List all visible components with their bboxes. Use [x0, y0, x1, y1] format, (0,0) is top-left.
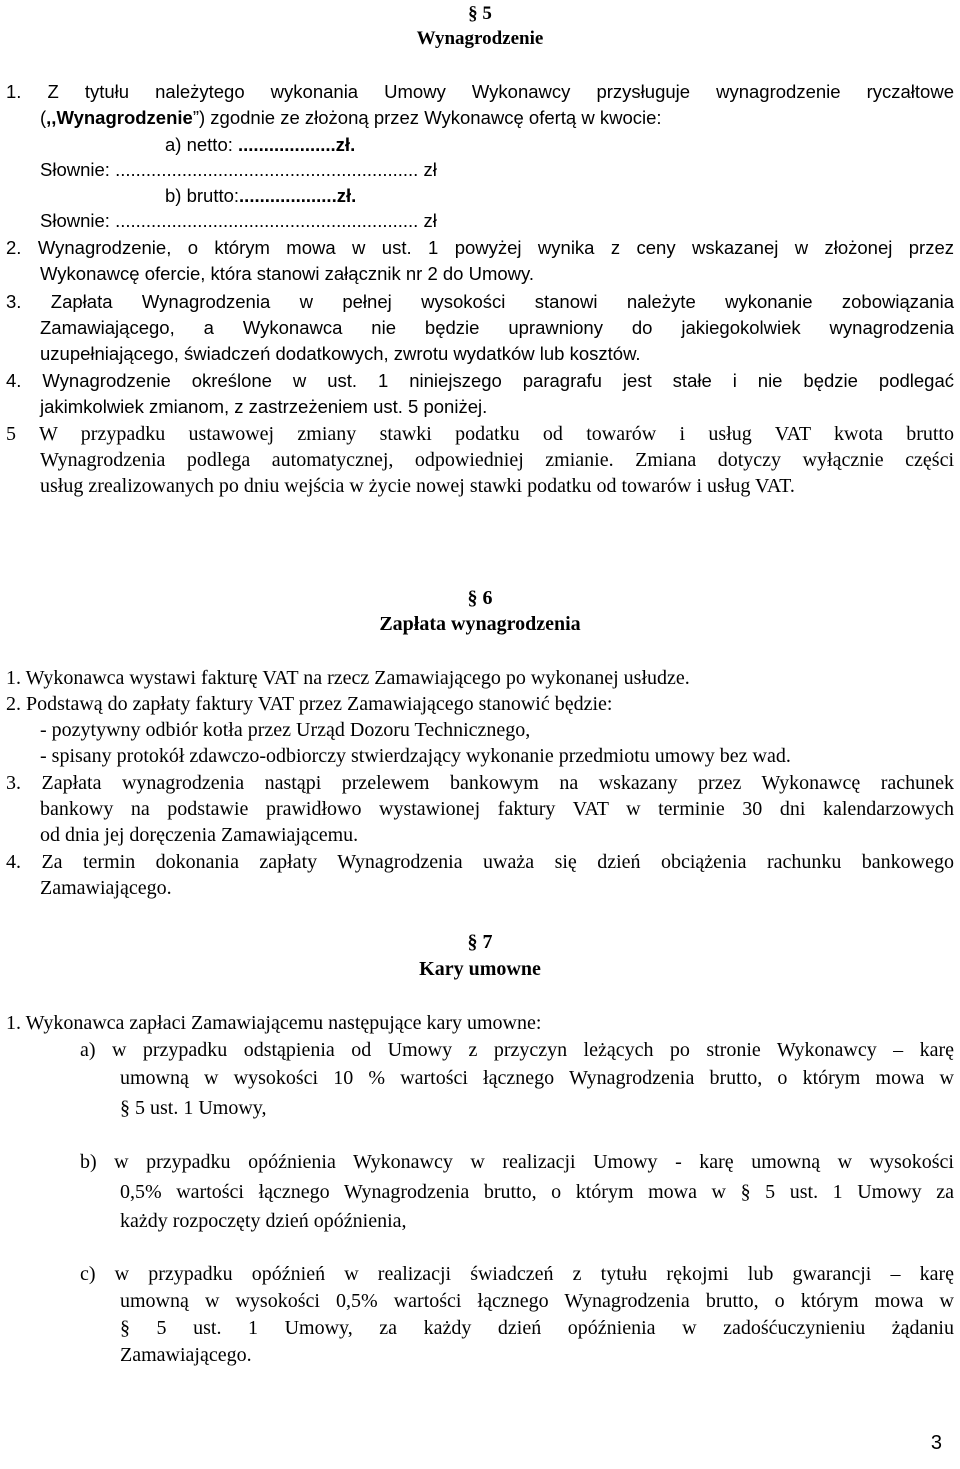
section-7-title: Kary umowne: [419, 958, 541, 980]
s7-a-line3: § 5 ust. 1 Umowy,: [120, 1097, 267, 1119]
s7-a-line2: umowną w wysokości 10 % wartości łącznego Wynagrodzenia brutto, o którym mowa w: [120, 1067, 954, 1089]
slownie-brutto: Słownie: ........................................................... zł: [40, 210, 437, 231]
s6-p2-item-a: - pozytywny odbiór kotła przez Urząd Dozoru Technicznego,: [40, 719, 531, 741]
s6-p4-line1: 4. Za termin dokonania zapłaty Wynagrodzenia uważa się dzień obciążenia rachunku bankowego: [6, 851, 954, 873]
s7-c-line4: Zamawiającego.: [120, 1344, 252, 1366]
slownie-netto: Słownie: ........................................................... zł: [40, 159, 437, 180]
s6-p3-line2: bankowy na podstawie prawidłowo wystawionej faktury VAT w terminie 30 dni kalendarzowych: [40, 798, 954, 820]
s6-p4-line2: Zamawiającego.: [40, 877, 172, 899]
s5-p4-line1: 4. Wynagrodzenie określone w ust. 1 niniejszego paragrafu jest stałe i nie będzie podlegać: [6, 370, 954, 391]
section-6-title: Zapłata wynagrodzenia: [379, 613, 581, 635]
s5-p3-line2: Zamawiającego, a Wykonawca nie będzie uprawniony do jakiegokolwiek wynagrodzenia: [40, 317, 954, 338]
s5-p2-line1: 2. Wynagrodzenie, o którym mowa w ust. 1 powyżej wynika z ceny wskazanej w złożonej przez: [6, 237, 954, 258]
section-7-number: § 7: [467, 931, 493, 953]
s5-p1-line1: 1. Z tytułu należytego wykonania Umowy Wykonawcy przysługuje wynagrodzenie ryczałtowe: [6, 81, 954, 102]
s7-b-line2: 0,5% wartości łącznego Wynagrodzenia brutto, o którym mowa w § 5 ust. 1 Umowy za: [120, 1181, 954, 1203]
section-5-number: § 5: [468, 3, 492, 24]
s6-p3-line3: od dnia jej doręczenia Zamawiającemu.: [40, 824, 359, 846]
s7-c-line1: c) w przypadku opóźnień w realizacji świadczeń z tytułu rękojmi lub gwarancji – karę: [80, 1263, 954, 1285]
section-5-title: Wynagrodzenie: [416, 28, 544, 49]
s7-b-line1: b) w przypadku opóźnienia Wykonawcy w realizacji Umowy - karę umowną w wysokości: [80, 1151, 954, 1173]
brutto-line: b) brutto:...................zł.: [165, 185, 357, 206]
s6-p3-line1: 3. Zapłata wynagrodzenia nastąpi przelewem bankowym na wskazany przez Wykonawcę rachunek: [6, 772, 954, 794]
netto-line: a) netto: ...................zł.: [165, 134, 356, 155]
s6-p2: 2. Podstawą do zapłaty faktury VAT przez Zamawiającego stanowić będzie:: [6, 693, 613, 715]
s7-c-line2: umowną w wysokości 0,5% wartości łącznego Wynagrodzenia brutto, o którym mowa w: [120, 1290, 954, 1312]
s6-p2-item-b: - spisany protokół zdawczo-odbiorczy stwierdzający wykonanie przedmiotu umowy bez wad.: [40, 745, 791, 767]
s5-p1-line2: (,,Wynagrodzenie”) zgodnie ze złożoną przez Wykonawcę ofertą w kwocie:: [40, 107, 662, 128]
s5-p2-line2: Wykonawcę ofercie, która stanowi załącznik nr 2 do Umowy.: [40, 263, 535, 284]
s7-b-line3: każdy rozpoczęty dzień opóźnienia,: [120, 1210, 407, 1232]
s6-p1: 1. Wykonawca wystawi fakturę VAT na rzecz Zamawiającego po wykonanej usłudze.: [6, 667, 690, 689]
s5-p5-line2: Wynagrodzenia podlega automatycznej, odpowiedniej zmianie. Zmiana dotyczy wyłącznie części: [40, 449, 954, 471]
s7-a-line1: a) w przypadku odstąpienia od Umowy z przyczyn leżących po stronie Wykonawcy – karę: [80, 1039, 954, 1061]
section-6-number: § 6: [467, 587, 493, 609]
s5-p3-line3: uzupełniającego, świadczeń dodatkowych, zwrotu wydatków lub kosztów.: [40, 343, 641, 364]
s7-c-line3: § 5 ust. 1 Umowy, za każdy dzień opóźnienia w zadośćuczynieniu żądaniu: [120, 1317, 954, 1339]
s5-p4-line2: jakimkolwiek zmianom, z zastrzeżeniem ust. 5 poniżej.: [40, 396, 488, 417]
s7-p1: 1. Wykonawca zapłaci Zamawiającemu następujące kary umowne:: [6, 1012, 542, 1034]
page-number: 3: [930, 1432, 942, 1454]
s5-p3-line1: 3. Zapłata Wynagrodzenia w pełnej wysokości stanowi należyte wykonanie zobowiązania: [6, 291, 954, 312]
s5-p5-line1: 5 W przypadku ustawowej zmiany stawki podatku od towarów i usług VAT kwota brutto: [6, 423, 954, 445]
s5-p5-line3: usług zrealizowanych po dniu wejścia w życie nowej stawki podatku od towarów i usług VAT.: [40, 475, 795, 497]
